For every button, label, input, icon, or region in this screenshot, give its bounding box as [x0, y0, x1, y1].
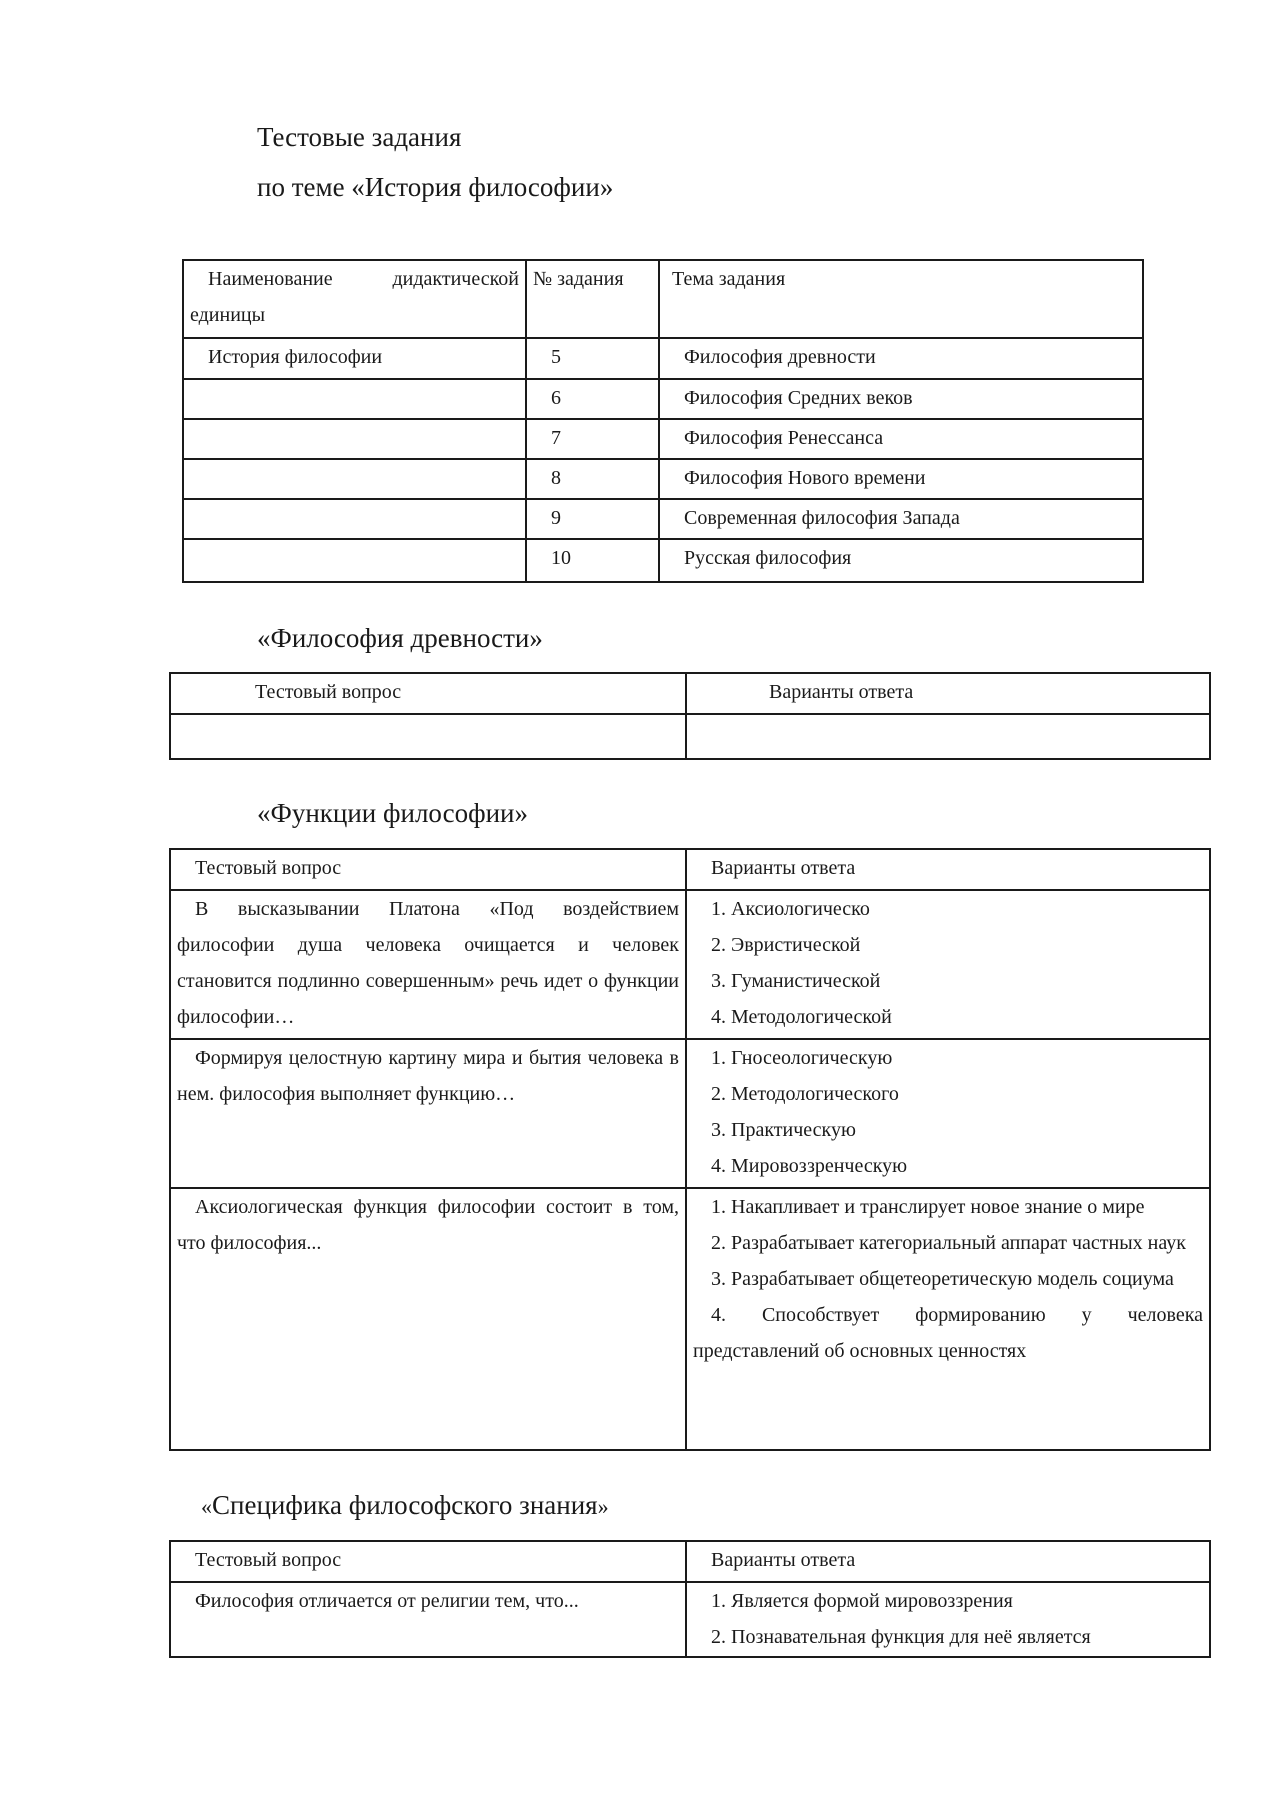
header-question: [170, 673, 686, 714]
cell-unit: История философии: [183, 338, 526, 379]
table-row: [183, 379, 1143, 419]
table-header-row: [170, 673, 1210, 714]
header-answers: [686, 673, 1210, 714]
header-topic-text: Тема задания: [672, 268, 786, 290]
answer-option: 4. Мировоззренческую: [711, 1155, 908, 1177]
answer-option: 2. Познавательная функция для неё является: [711, 1626, 1091, 1648]
table-row: [170, 1582, 1210, 1657]
cell-answers: [686, 1039, 1210, 1188]
cell-topic: Современная философия Запада: [659, 499, 1143, 539]
table-row: [170, 1188, 1210, 1450]
overview-table: [182, 259, 1144, 583]
answer-option: 3. Практическую: [711, 1119, 856, 1141]
table-header-row: [170, 849, 1210, 890]
heading-open-quote: «: [201, 1494, 212, 1519]
answer-option: 3. Разрабатывает общетеоретическую модель социума: [711, 1268, 1174, 1290]
table-row: [183, 539, 1143, 582]
cell-answers: [686, 890, 1210, 1039]
header-unit-line2: единицы: [190, 304, 266, 326]
cell-question: Формируя целостную картину мира и бытия человека в нем. философия выполняет функцию…: [170, 1039, 686, 1188]
document-title: Тестовые задания: [257, 122, 462, 152]
header-question: Тестовый вопрос: [170, 849, 686, 890]
header-answers: Варианты ответа: [686, 849, 1210, 890]
cell-number: 10: [526, 539, 659, 582]
cell-question: Философия отличается от религии тем, что...: [170, 1582, 686, 1657]
cell-topic: Философия древности: [659, 338, 1143, 379]
cell-question: [170, 714, 686, 759]
cell-answers: [686, 1188, 1210, 1450]
document-subtitle: по теме «История философии»: [257, 172, 614, 202]
table-row: [183, 459, 1143, 499]
table-row: [183, 499, 1143, 539]
header-answers-text: Варианты ответа: [769, 681, 914, 703]
cell-topic: Философия Нового времени: [659, 459, 1143, 499]
header-unit-line1: Наименование дидактической: [208, 268, 519, 290]
header-question-text: Тестовый вопрос: [255, 681, 402, 703]
cell-topic: Русская философия: [659, 539, 1143, 582]
answer-option: 2. Эвристической: [711, 934, 861, 956]
cell-question: Аксиологическая функция философии состоит в том, что философия...: [170, 1188, 686, 1450]
table-header-row: [183, 260, 1143, 338]
answer-option: 4. Методологической: [711, 1006, 892, 1028]
heading-text: Специфика философского знания: [212, 1490, 598, 1520]
cell-number: 7: [526, 419, 659, 459]
answer-option: 1. Аксиологическо: [711, 898, 870, 920]
cell-topic: Философия Ренессанса: [659, 419, 1143, 459]
section-heading: «Философия древности»: [257, 623, 543, 653]
table-row: [170, 890, 1210, 1039]
header-number: № задания: [526, 260, 659, 338]
heading-close-quote: »: [597, 1494, 609, 1519]
cell-topic: Философия Средних веков: [659, 379, 1143, 419]
header-question: Тестовый вопрос: [170, 1541, 686, 1582]
cell-answers: [686, 714, 1210, 759]
cell-unit: [183, 499, 526, 539]
answer-option: 1. Является формой мировоззрения: [711, 1590, 1013, 1612]
table-row: [183, 338, 1143, 379]
table-header-row: [170, 1541, 1210, 1582]
answer-option: 1. Гносеологическую: [711, 1047, 893, 1069]
table-row: [170, 714, 1210, 759]
header-unit: [183, 260, 526, 338]
cell-number: 9: [526, 499, 659, 539]
question-table: [169, 848, 1211, 1451]
cell-number: 5: [526, 338, 659, 379]
cell-answers: [686, 1582, 1210, 1657]
cell-number: 6: [526, 379, 659, 419]
question-table: [169, 1540, 1211, 1658]
section-heading: [201, 1489, 609, 1523]
cell-question: В высказывании Платона «Под воздействием философии душа человека очищается и человек становится подлинно совершенным» речь идет о функции философии…: [170, 890, 686, 1039]
cell-unit: [183, 459, 526, 499]
section-heading: «Функции философии»: [257, 798, 528, 828]
question-table: [169, 672, 1211, 760]
table-row: [170, 1039, 1210, 1188]
cell-number: 8: [526, 459, 659, 499]
cell-unit: [183, 419, 526, 459]
answer-option: 2. Методологического: [711, 1083, 899, 1105]
answer-option: 4. Способствует формированию у человека представлений об основных ценностях: [693, 1304, 1203, 1362]
answer-option: 1. Накапливает и транслирует новое знание о мире: [711, 1196, 1145, 1218]
cell-unit: [183, 379, 526, 419]
table-row: [183, 419, 1143, 459]
answer-option: 3. Гуманистической: [711, 970, 881, 992]
cell-unit: [183, 539, 526, 582]
header-answers: Варианты ответа: [686, 1541, 1210, 1582]
header-topic: [659, 260, 1143, 338]
answer-option: 2. Разрабатывает категориальный аппарат частных наук: [711, 1232, 1186, 1254]
